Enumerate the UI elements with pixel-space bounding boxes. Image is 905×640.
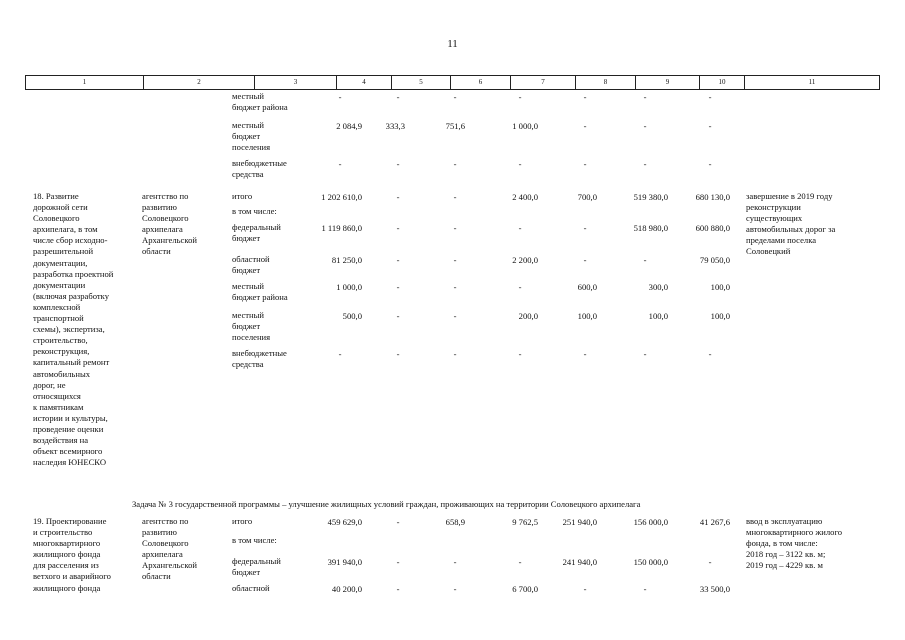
top-row-value-0-6: - <box>708 92 712 102</box>
item18-row-label-2: федеральный бюджет <box>232 222 281 244</box>
item18-row-value-6-0: - <box>338 349 342 359</box>
item19-row-value-2-4: 241 940,0 <box>562 557 597 567</box>
item18-row-value-4-2: - <box>453 282 457 292</box>
item18-row-value-0-6: 680 130,0 <box>695 192 730 202</box>
top-row-value-2-6: - <box>708 159 712 169</box>
top-row-value-1-1: 333,3 <box>385 121 405 131</box>
item18-row-value-6-6: - <box>708 349 712 359</box>
item18-row-value-2-3: - <box>518 223 522 233</box>
header-col-8: 8 <box>575 76 635 89</box>
header-col-11: 11 <box>744 76 880 89</box>
top-row-value-1-4: - <box>583 121 587 131</box>
item18-row-value-4-6: 100,0 <box>710 282 730 292</box>
item19-row-value-2-1: - <box>396 557 400 567</box>
item18-row-value-5-0: 500,0 <box>342 311 362 321</box>
item18-row-value-6-3: - <box>518 349 522 359</box>
item18-row-value-3-2: - <box>453 255 457 265</box>
item18-result: завершение в 2019 году реконструкции существующих автомобильных дорог за пределами поселка Соловецкий <box>746 191 836 257</box>
item18-row-value-4-1: - <box>396 282 400 292</box>
item19-row-value-2-3: - <box>518 557 522 567</box>
top-row-value-1-2: 751,6 <box>445 121 465 131</box>
item18-row-label-0: итого <box>232 191 253 201</box>
top-row-value-1-0: 2 084,9 <box>336 121 362 131</box>
item19-row-value-0-5: 156 000,0 <box>633 517 668 527</box>
top-row-value-0-5: - <box>643 92 647 102</box>
item18-row-value-2-6: 600 880,0 <box>695 223 730 233</box>
item18-row-value-0-0: 1 202 610,0 <box>321 192 362 202</box>
item18-row-value-3-6: 79 050,0 <box>699 255 730 265</box>
top-row-value-0-0: - <box>338 92 342 102</box>
item18-row-value-5-6: 100,0 <box>710 311 730 321</box>
item18-row-value-4-5: 300,0 <box>648 282 668 292</box>
item19-title: 19. Проектирование и строительство многоквартирного жилищного фонда для расселения из ветхого и аварийного жилищного фонда <box>33 516 111 593</box>
item18-row-value-5-1: - <box>396 311 400 321</box>
item18-row-label-6: внебюджетные средства <box>232 348 287 370</box>
item18-row-value-4-4: 600,0 <box>577 282 597 292</box>
table-header <box>25 75 880 90</box>
item18-row-value-5-3: 200,0 <box>518 311 538 321</box>
item19-row-value-0-0: 459 629,0 <box>327 517 362 527</box>
item19-row-value-3-1: - <box>396 584 400 594</box>
top-row-value-2-0: - <box>338 159 342 169</box>
item18-row-value-6-5: - <box>643 349 647 359</box>
header-col-9: 9 <box>635 76 699 89</box>
item19-row-value-3-3: 6 700,0 <box>512 584 538 594</box>
item18-row-value-3-3: 2 200,0 <box>512 255 538 265</box>
item18-row-value-6-4: - <box>583 349 587 359</box>
page-number: 11 <box>447 38 458 50</box>
item18-row-value-3-0: 81 250,0 <box>331 255 362 265</box>
item19-row-value-3-2: - <box>453 584 457 594</box>
item19-row-value-0-2: 658,9 <box>445 517 465 527</box>
item19-row-value-0-3: 9 762,5 <box>512 517 538 527</box>
item19-row-label-1: в том числе: <box>232 535 277 545</box>
item18-row-value-3-5: - <box>643 255 647 265</box>
item18-row-value-2-0: 1 119 860,0 <box>321 223 362 233</box>
item18-executor: агентство по развитию Соловецкого архипелага Архангельской области <box>142 191 197 257</box>
item18-row-value-5-4: 100,0 <box>577 311 597 321</box>
item18-row-value-2-1: - <box>396 223 400 233</box>
item19-row-value-3-6: 33 500,0 <box>699 584 730 594</box>
header-col-1: 1 <box>25 76 143 89</box>
item18-row-value-5-2: - <box>453 311 457 321</box>
item19-row-value-2-2: - <box>453 557 457 567</box>
top-row-label-1: местный бюджет поселения <box>232 120 271 153</box>
top-row-value-2-5: - <box>643 159 647 169</box>
item19-row-value-3-4: - <box>583 584 587 594</box>
top-row-label-0: местный бюджет района <box>232 91 288 113</box>
item19-result: ввод в эксплуатацию многоквартирного жилого фонда, в том числе: 2018 год – 3122 кв. м; 2019 год – 4229 кв. м <box>746 516 843 571</box>
item19-row-value-3-0: 40 200,0 <box>331 584 362 594</box>
item18-title: 18. Развитие дорожной сети Соловецкого архипелага, в том числе сбор исходно- разрешительной документации, разработка проектной документации (включая разработку комплексной транспортной схемы), экспертиза, строительство, реконструкция, капитальный ремонт автомобильных дорог, не относящихся к памятникам истории и культуры, проведение оценки воздействия на объект всемирного наследия ЮНЕСКО <box>33 191 114 468</box>
item18-row-value-5-5: 100,0 <box>648 311 668 321</box>
top-row-value-0-1: - <box>396 92 400 102</box>
item18-row-value-6-2: - <box>453 349 457 359</box>
top-row-value-0-4: - <box>583 92 587 102</box>
header-col-4: 4 <box>336 76 391 89</box>
top-row-value-2-4: - <box>583 159 587 169</box>
top-row-value-1-5: - <box>643 121 647 131</box>
item18-row-value-0-3: 2 400,0 <box>512 192 538 202</box>
header-col-10: 10 <box>699 76 744 89</box>
item18-row-value-0-5: 519 380,0 <box>633 192 668 202</box>
item19-row-value-0-4: 251 940,0 <box>562 517 597 527</box>
header-col-3: 3 <box>254 76 336 89</box>
header-col-7: 7 <box>510 76 575 89</box>
item19-row-value-0-1: - <box>396 517 400 527</box>
header-col-5: 5 <box>391 76 450 89</box>
item18-row-label-5: местный бюджет поселения <box>232 310 271 343</box>
item18-row-value-2-5: 518 980,0 <box>633 223 668 233</box>
item18-row-value-0-4: 700,0 <box>577 192 597 202</box>
top-row-value-1-6: - <box>708 121 712 131</box>
top-row-value-2-2: - <box>453 159 457 169</box>
item18-row-value-2-4: - <box>583 223 587 233</box>
item18-row-value-4-3: - <box>518 282 522 292</box>
item18-row-value-4-0: 1 000,0 <box>336 282 362 292</box>
item18-row-label-1: в том числе: <box>232 206 277 216</box>
item19-row-value-0-6: 41 267,6 <box>699 517 730 527</box>
item19-row-value-2-5: 150 000,0 <box>633 557 668 567</box>
item18-row-value-6-1: - <box>396 349 400 359</box>
task3-heading: Задача № 3 государственной программы – улучшение жилищных условий граждан, проживающих на территории Соловецкого архипелага <box>132 499 641 509</box>
item18-row-label-4: местный бюджет района <box>232 281 288 303</box>
item19-row-value-2-0: 391 940,0 <box>327 557 362 567</box>
item19-row-label-3: областной <box>232 583 270 593</box>
item18-row-value-0-2: - <box>453 192 457 202</box>
top-row-value-0-3: - <box>518 92 522 102</box>
top-row-value-2-3: - <box>518 159 522 169</box>
item19-row-label-2: федеральный бюджет <box>232 556 281 578</box>
item18-row-value-0-1: - <box>396 192 400 202</box>
item19-executor: агентство по развитию Соловецкого архипелага Архангельской области <box>142 516 197 582</box>
item18-row-value-3-4: - <box>583 255 587 265</box>
item19-row-label-0: итого <box>232 516 253 526</box>
top-row-value-0-2: - <box>453 92 457 102</box>
item18-row-label-3: областной бюджет <box>232 254 270 276</box>
top-row-value-1-3: 1 000,0 <box>512 121 538 131</box>
header-col-6: 6 <box>450 76 510 89</box>
top-row-value-2-1: - <box>396 159 400 169</box>
item19-row-value-3-5: - <box>643 584 647 594</box>
item18-row-value-2-2: - <box>453 223 457 233</box>
header-col-2: 2 <box>143 76 254 89</box>
item18-row-value-3-1: - <box>396 255 400 265</box>
item19-row-value-2-6: - <box>708 557 712 567</box>
top-row-label-2: внебюджетные средства <box>232 158 287 180</box>
